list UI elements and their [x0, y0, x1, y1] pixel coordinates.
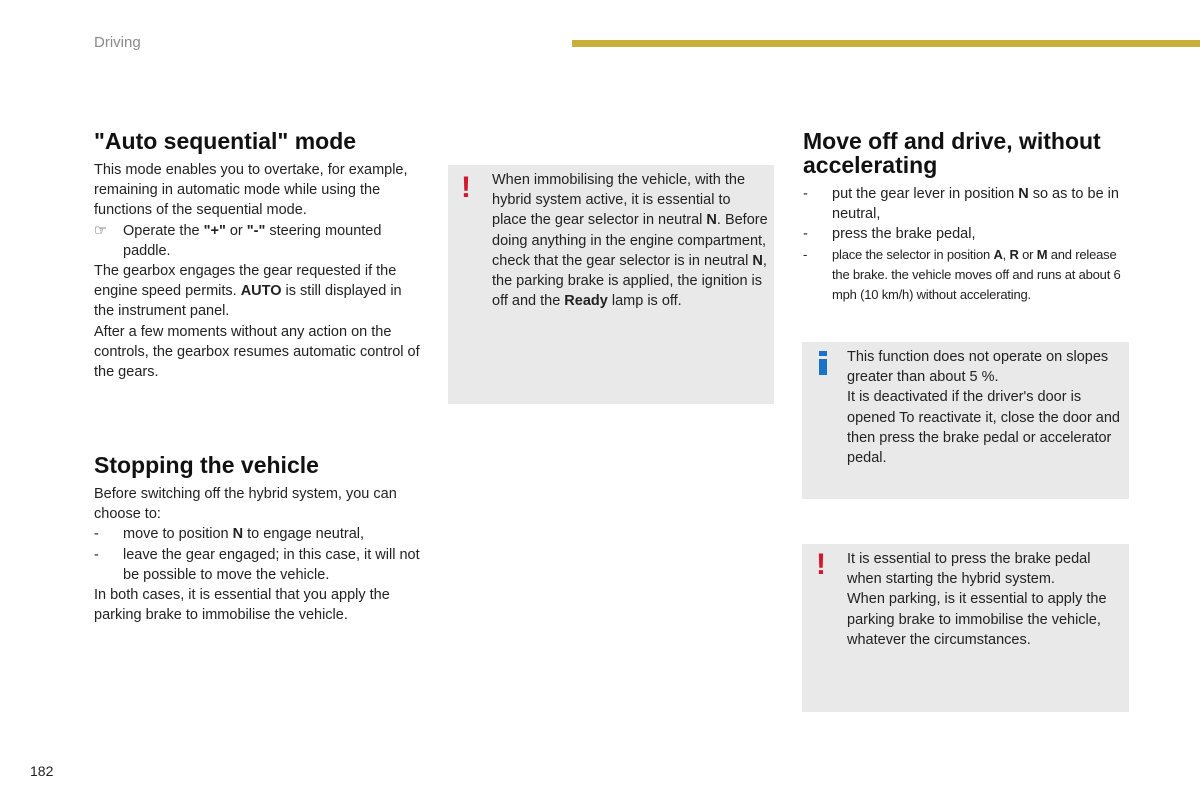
list-item: - place the selector in position A, R or M and release the brake. the vehicle moves off and runs at about 6 mph (10 km/h) without accelerating. [803, 246, 1121, 303]
info-box-slopes [802, 342, 1129, 499]
warning-exclamation-icon: ! [461, 171, 471, 204]
list-item: - put the gear lever in position N so as to be in neutral, [803, 186, 1119, 223]
pointing-hand-icon: ☞ [94, 222, 107, 239]
auto-sequential-intro: This mode enables you to overtake, for example, remaining in automatic mode while using the functions of the sequential mode. [94, 162, 408, 219]
auto-sequential-title: "Auto sequential" mode [94, 128, 357, 154]
warning-box-text: When immobilising the vehicle, with the hybrid system active, it is essential to place the gear selector in neutral N. Before doing anything in the engine compartment, check that the gear selector is in neutral N, the parking brake is applied, the ignition is off and the Ready lamp is off. [492, 172, 768, 310]
list-item: - press the brake pedal, [803, 226, 976, 243]
list-item: - move to position N to engage neutral, [94, 526, 365, 543]
warning-box-brake [802, 544, 1129, 712]
stopping-title: Stopping the vehicle [94, 452, 319, 478]
warning-box-text: It is essential to press the brake pedal when starting the hybrid system. When parking, is it essential to apply the parking brake to immobilise the vehicle, whatever the circumstances. [847, 551, 1107, 648]
stopping-intro: Before switching off the hybrid system, you can choose to: [94, 486, 397, 523]
gear-request-text: The gearbox engages the gear requested if the engine speed permits. AUTO is still displayed in the instrument panel. [94, 263, 402, 320]
section-label: Driving [94, 34, 141, 51]
stopping-outro: In both cases, it is essential that you apply the parking brake to immobilise the vehicle. [94, 587, 390, 624]
header-accent-bar [572, 40, 1200, 47]
info-icon [819, 351, 827, 375]
resume-automatic-text: After a few moments without any action on the controls, the gearbox resumes automatic control of the gears. [94, 323, 420, 381]
stopping-body [94, 484, 424, 625]
move-off-list [803, 184, 1133, 305]
info-box-text: This function does not operate on slopes greater than about 5 %. It is deactivated if the driver's door is opened To reactivate it, close the door and then press the brake pedal or accelerator pedal. [847, 349, 1121, 467]
warning-exclamation-icon: ! [816, 548, 826, 581]
auto-sequential-body [94, 160, 424, 382]
page-number: 182 [30, 763, 54, 779]
warning-box-immobilising [448, 165, 774, 404]
paddle-instruction: ☞ Operate the "+" or "-" steering mounted paddle. [94, 222, 382, 259]
list-item: - leave the gear engaged; in this case, it will not be possible to move the vehicle. [94, 546, 420, 583]
move-off-title: Move off and drive, without accelerating [803, 128, 1101, 178]
